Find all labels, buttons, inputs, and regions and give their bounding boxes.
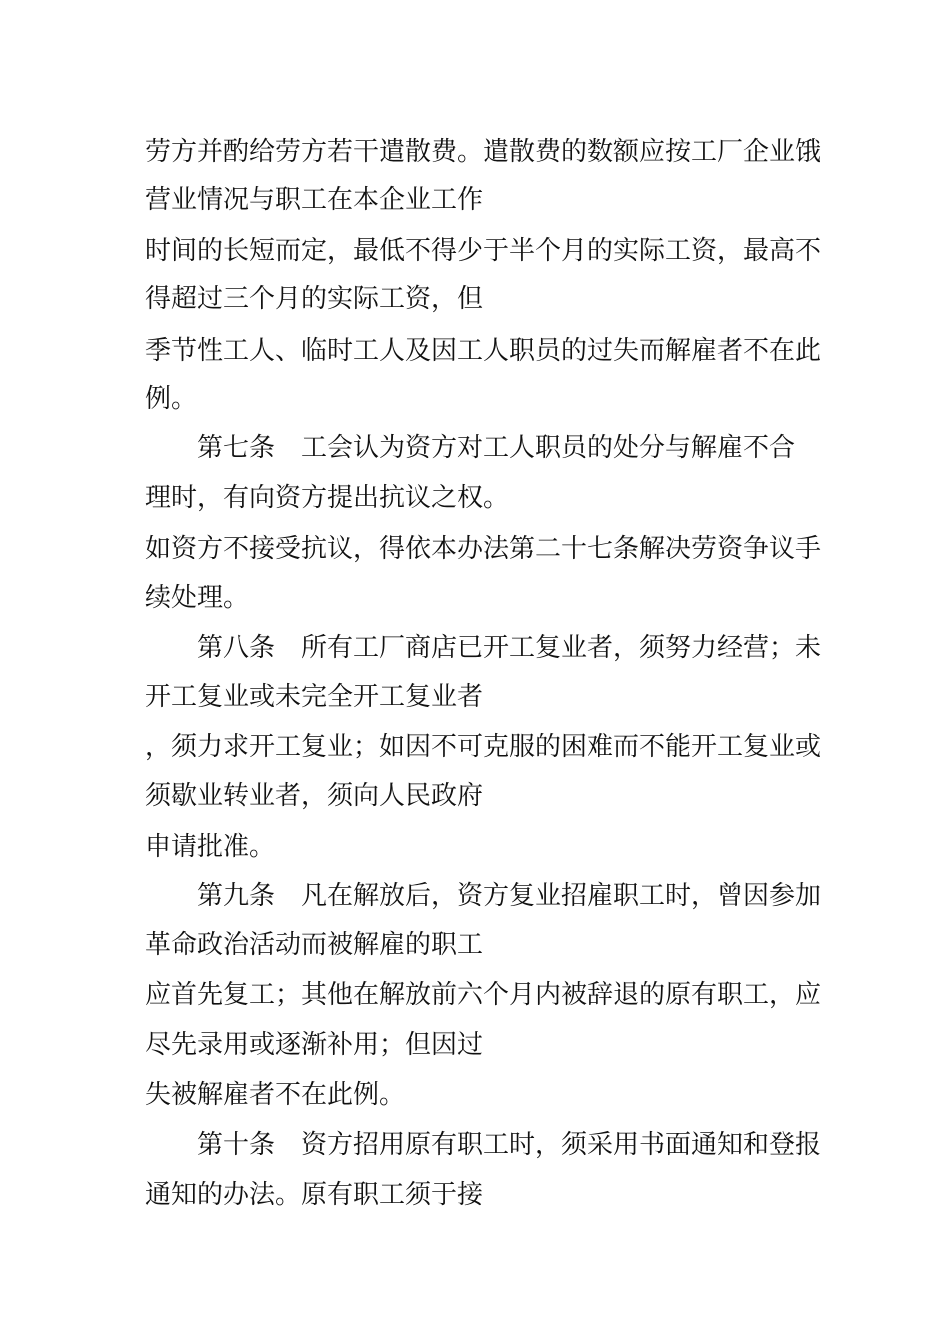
article-heading-line: 第十条 资方招用原有职工时，须采用书面通知和登报 (145, 1130, 822, 1160)
text-line: ，须力求开工复业；如因不可克服的困难而不能开工复业或 (145, 732, 822, 762)
article-heading-line: 第七条 工会认为资方对工人职员的处分与解雇不合 (145, 433, 796, 463)
text-line: 时间的长短而定，最低不得少于半个月的实际工资，最高不 (145, 236, 822, 266)
text-line: 劳方并酌给劳方若干遣散费。遣散费的数额应按工厂企业饿 (145, 137, 822, 167)
text-line: 通知的办法。原有职工须于接 (145, 1180, 484, 1210)
text-line: 申请批准。 (145, 832, 276, 862)
text-line: 革命政治活动而被解雇的职工 (145, 930, 484, 960)
article-heading-line: 第九条 凡在解放后，资方复业招雇职工时，曾因参加 (145, 881, 822, 911)
text-line: 理时，有向资方提出抗议之权。 (145, 483, 510, 513)
text-line: 失被解雇者不在此例。 (145, 1080, 406, 1110)
text-line: 须歇业转业者，须向人民政府 (145, 781, 484, 811)
text-line: 续处理。 (145, 583, 250, 613)
article-heading-line: 第八条 所有工厂商店已开工复业者，须努力经营；未 (145, 633, 822, 663)
text-line: 营业情况与职工在本企业工作 (145, 185, 484, 215)
text-line: 尽先录用或逐渐补用；但因过 (145, 1030, 484, 1060)
text-line: 季节性工人、临时工人及因工人职员的过失而解雇者不在此 (145, 336, 822, 366)
text-line: 应首先复工；其他在解放前六个月内被辞退的原有职工，应 (145, 980, 822, 1010)
text-line: 开工复业或未完全开工复业者 (145, 682, 484, 712)
text-line: 如资方不接受抗议，得依本办法第二十七条解决劳资争议手 (145, 534, 822, 564)
text-line: 得超过三个月的实际工资，但 (145, 284, 484, 314)
text-line: 例。 (145, 384, 198, 414)
